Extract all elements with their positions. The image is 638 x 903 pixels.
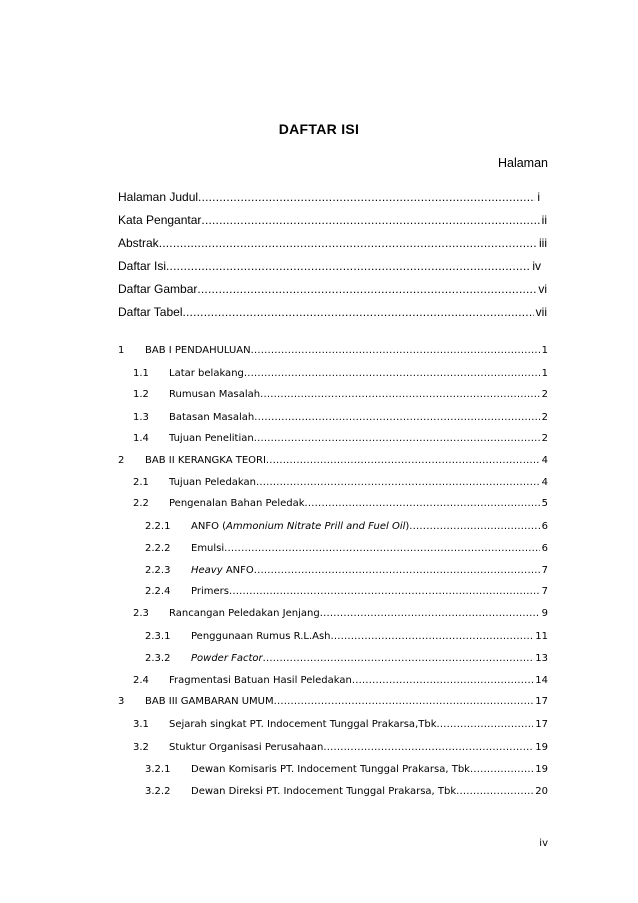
dot-leader bbox=[244, 368, 540, 379]
toc-label bbox=[191, 565, 254, 576]
toc-number: 2.1 bbox=[133, 477, 149, 488]
toc-number: 3.2 bbox=[133, 742, 149, 753]
toc-subsection bbox=[145, 543, 548, 554]
toc-label: BAB II KERANGKA TEORI bbox=[145, 455, 266, 466]
toc-page: 1 bbox=[541, 368, 548, 379]
toc-page: 6 bbox=[541, 521, 548, 532]
dot-leader bbox=[305, 498, 540, 509]
toc-number: 2.2.2 bbox=[145, 543, 171, 554]
toc-number: 2.4 bbox=[133, 675, 149, 686]
toc-page: 11 bbox=[535, 631, 548, 642]
dot-leader bbox=[254, 412, 539, 423]
toc-number: 1.3 bbox=[133, 412, 149, 423]
toc-number: 2.2 bbox=[133, 498, 149, 509]
toc-page: 2 bbox=[541, 389, 548, 400]
page-column-header: Halaman bbox=[497, 156, 548, 170]
toc-number: 2.3 bbox=[133, 608, 149, 619]
toc-subsection bbox=[145, 565, 548, 576]
dot-leader bbox=[224, 543, 539, 554]
entry-page: vi bbox=[538, 282, 547, 296]
toc-label: Dewan Komisaris PT. Indocement Tunggal Prakarsa, Tbk bbox=[191, 764, 470, 775]
toc-section bbox=[133, 477, 548, 488]
dot-leader bbox=[436, 719, 533, 730]
toc-label: Tujuan Peledakan bbox=[169, 477, 257, 488]
toc-page: 7 bbox=[541, 586, 548, 597]
toc-subsection bbox=[145, 786, 548, 797]
entry-label: Daftar Isi bbox=[118, 259, 167, 273]
dot-leader bbox=[197, 282, 536, 296]
dot-leader bbox=[198, 190, 535, 204]
toc-label: Primers bbox=[191, 586, 229, 597]
front-matter-entry bbox=[118, 213, 547, 227]
toc-chapter bbox=[118, 696, 548, 707]
toc-label: Rancangan Peledakan Jenjang bbox=[169, 608, 320, 619]
toc-page: 2 bbox=[541, 433, 548, 444]
entry-label: Daftar Gambar bbox=[118, 282, 198, 296]
toc-label: Batasan Masalah bbox=[169, 412, 255, 423]
dot-leader bbox=[470, 764, 533, 775]
dot-leader bbox=[201, 213, 539, 227]
toc-label-text: ANFO bbox=[222, 565, 254, 576]
front-matter-entry bbox=[118, 236, 547, 250]
page-title: DAFTAR ISI bbox=[278, 121, 360, 137]
toc-label-text: ) bbox=[405, 521, 410, 532]
toc-label: Latar belakang bbox=[169, 368, 244, 379]
dot-leader bbox=[251, 345, 540, 356]
toc-number: 1.2 bbox=[133, 389, 149, 400]
entry-label: Kata Pengantar bbox=[118, 213, 202, 227]
toc-page: 19 bbox=[535, 742, 548, 753]
entry-label: Daftar Tabel bbox=[118, 305, 183, 319]
dot-leader bbox=[409, 521, 539, 532]
entry-page: vii bbox=[535, 305, 547, 319]
toc-section bbox=[133, 368, 548, 379]
entry-page: iii bbox=[539, 236, 547, 250]
dot-leader bbox=[331, 631, 534, 642]
toc-number: 2.2.1 bbox=[145, 521, 171, 532]
toc-label: Emulsi bbox=[191, 543, 225, 554]
toc-page: 14 bbox=[535, 675, 548, 686]
toc-subsection bbox=[145, 586, 548, 597]
toc-label-italic: Heavy bbox=[191, 565, 223, 576]
dot-leader bbox=[159, 236, 537, 250]
toc-page: 9 bbox=[541, 608, 548, 619]
entry-page: i bbox=[537, 190, 540, 204]
toc-page: 19 bbox=[535, 764, 548, 775]
toc-section bbox=[133, 675, 548, 686]
dot-leader bbox=[166, 259, 530, 273]
toc-number: 1.1 bbox=[133, 368, 149, 379]
toc-subsection bbox=[145, 521, 548, 532]
dot-leader bbox=[266, 455, 540, 466]
toc-number: 2.3.2 bbox=[145, 653, 171, 664]
dot-leader bbox=[256, 477, 540, 488]
toc-page: 4 bbox=[541, 477, 548, 488]
dot-leader bbox=[182, 305, 533, 319]
toc-number: 2.2.4 bbox=[145, 586, 171, 597]
toc-number: 3.2.2 bbox=[145, 786, 171, 797]
toc-chapter bbox=[118, 455, 548, 466]
dot-leader bbox=[260, 389, 540, 400]
toc-label bbox=[191, 521, 409, 532]
toc-page: 7 bbox=[541, 565, 548, 576]
front-matter-entry bbox=[118, 190, 540, 204]
toc-label: Stuktur Organisasi Perusahaan bbox=[169, 742, 324, 753]
toc-page: 13 bbox=[535, 653, 548, 664]
toc-page: 2 bbox=[541, 412, 548, 423]
toc-label: BAB I PENDAHULUAN bbox=[145, 345, 251, 356]
toc-number: 2 bbox=[118, 455, 125, 466]
toc-page: 5 bbox=[541, 498, 548, 509]
toc-page: 1 bbox=[541, 345, 548, 356]
toc-label: BAB III GAMBARAN UMUM bbox=[145, 696, 274, 707]
toc-section bbox=[133, 433, 548, 444]
toc-section bbox=[133, 412, 548, 423]
entry-page: iv bbox=[532, 259, 541, 273]
toc-page: 17 bbox=[535, 696, 548, 707]
toc-number: 1 bbox=[118, 345, 125, 356]
toc-subsection bbox=[145, 764, 548, 775]
front-matter-entry bbox=[118, 305, 547, 319]
toc-number: 1.4 bbox=[133, 433, 149, 444]
entry-label: Abstrak bbox=[118, 236, 159, 250]
dot-leader bbox=[320, 608, 540, 619]
toc-section bbox=[133, 498, 548, 509]
toc-label-italic: Ammonium Nitrate Prill and Fuel Oil bbox=[226, 521, 406, 532]
dot-leader bbox=[229, 586, 540, 597]
toc-section bbox=[133, 719, 548, 730]
toc-subsection bbox=[145, 653, 548, 664]
dot-leader bbox=[274, 696, 534, 707]
toc-section bbox=[133, 608, 548, 619]
page-number: iv bbox=[539, 838, 548, 849]
toc-label: Rumusan Masalah bbox=[169, 389, 261, 400]
toc-page: 17 bbox=[535, 719, 548, 730]
toc-page: 4 bbox=[541, 455, 548, 466]
dot-leader bbox=[254, 433, 540, 444]
toc-label-text: ANFO ( bbox=[191, 521, 227, 532]
toc-number: 3.2.1 bbox=[145, 764, 171, 775]
dot-leader bbox=[352, 675, 533, 686]
toc-subsection bbox=[145, 631, 548, 642]
dot-leader bbox=[263, 653, 534, 664]
toc-label: Dewan Direksi PT. Indocement Tunggal Prakarsa, Tbk bbox=[191, 786, 457, 797]
entry-page: ii bbox=[541, 213, 547, 227]
toc-label: Tujuan Penelitian bbox=[169, 433, 254, 444]
entry-label: Halaman Judul bbox=[118, 190, 199, 204]
toc-label: Fragmentasi Batuan Hasil Peledakan bbox=[169, 675, 352, 686]
dot-leader bbox=[254, 565, 540, 576]
toc-number: 2.2.3 bbox=[145, 565, 171, 576]
toc-label: Sejarah singkat PT. Indocement Tunggal Prakarsa,Tbk bbox=[169, 719, 437, 730]
front-matter-entry bbox=[118, 282, 547, 296]
toc-number: 3 bbox=[118, 696, 125, 707]
front-matter-entry bbox=[118, 259, 541, 273]
toc-label-italic: Powder Factor bbox=[191, 653, 263, 664]
dot-leader bbox=[456, 786, 533, 797]
toc-page: 20 bbox=[535, 786, 548, 797]
toc-section bbox=[133, 742, 548, 753]
dot-leader bbox=[323, 742, 533, 753]
toc-label: Pengenalan Bahan Peledak bbox=[169, 498, 305, 509]
toc-number: 2.3.1 bbox=[145, 631, 171, 642]
toc-page: 6 bbox=[541, 543, 548, 554]
toc-chapter bbox=[118, 345, 548, 356]
toc-label bbox=[191, 653, 263, 664]
toc-label: Penggunaan Rumus R.L.Ash bbox=[191, 631, 331, 642]
toc-section bbox=[133, 389, 548, 400]
toc-number: 3.1 bbox=[133, 719, 149, 730]
